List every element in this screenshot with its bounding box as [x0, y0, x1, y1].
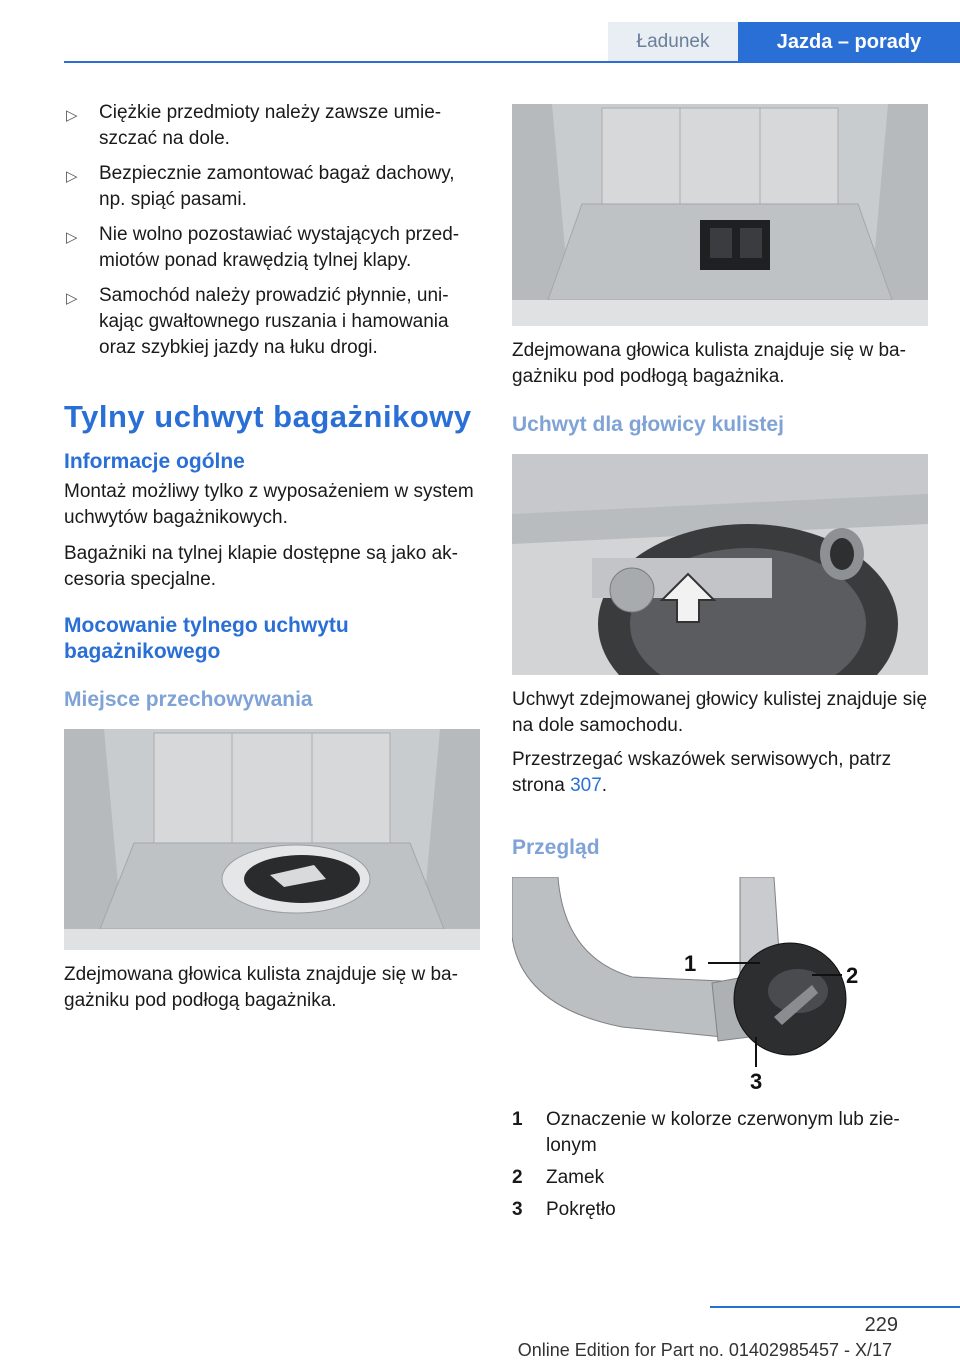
info-paragraph-1: Montaż możliwy tylko z wyposażeniem w system uchwytów bagażnikowych. [64, 481, 474, 528]
tab-jazda-porady[interactable]: Jazda – porady [738, 22, 960, 62]
triangle-bullet-icon: ▷ [66, 290, 78, 307]
footer-rule [710, 1306, 960, 1308]
header-rule [64, 61, 960, 63]
triangle-bullet-icon: ▷ [66, 168, 78, 185]
ball-head-overview-image [512, 877, 928, 1095]
legend-item: 2 Zamek [512, 1167, 605, 1188]
left-column [64, 100, 480, 1014]
page-number: 229 [864, 1314, 898, 1336]
trunk-holder-image [512, 104, 928, 326]
trunk-holder-illustration [512, 104, 928, 326]
legend-list [512, 1107, 928, 1223]
triangle-bullet-icon: ▷ [66, 229, 78, 246]
list-item: ▷ Bezpiecznie zamontować bagaż dachowy, np. spiąć pasami. [66, 163, 455, 210]
callout-2: 2 [846, 963, 859, 988]
storage-caption: Zdejmowana głowica kulista znajduje się w bagażniku pod podłogą bagażnika. [64, 964, 458, 1011]
underbody-holder-image [512, 454, 928, 675]
list-item: ▷ Ciężkie przedmioty należy zawsze umieszczać na dole. [66, 102, 442, 149]
trunk-spare-well-illustration [64, 729, 480, 950]
holder-paragraph-2: Przestrzegać wskazówek serwisowych, patrz strona 307. [512, 749, 892, 796]
mount-heading: Mocowanie tylnego uchwytu bagażnikowego [64, 614, 349, 663]
info-heading: Informacje ogólne [64, 450, 245, 473]
bullet-list [64, 100, 480, 361]
legend-item: 3 Pokrętło [512, 1199, 616, 1220]
tab-ladunek[interactable]: Ładunek [608, 22, 738, 62]
edition-note: Online Edition for Part no. 01402985457 - X/17 [517, 1340, 892, 1360]
triangle-bullet-icon: ▷ [66, 107, 78, 124]
storage-heading: Miejsce przechowywania [64, 688, 313, 711]
holder-paragraph-1: Uchwyt zdejmowanej głowicy kulistej znajduje się na dole samochodu. [512, 689, 928, 736]
list-item: ▷ Samochód należy prowadzić płynnie, unikając gwałtownego ruszania i hamowania oraz szybkiej jazdy na łuku drogi. [66, 285, 449, 358]
right-column [512, 100, 928, 1229]
ball-head-overview-illustration [512, 877, 928, 1095]
overview-heading: Przegląd [512, 836, 600, 859]
page-link-307[interactable]: 307 [570, 775, 602, 796]
underbody-holder-illustration [512, 454, 928, 675]
callout-1: 1 [684, 951, 697, 976]
holder-heading: Uchwyt dla głowicy kulistej [512, 413, 784, 436]
callout-3: 3 [750, 1069, 763, 1094]
trunk-caption: Zdejmowana głowica kulista znajduje się w bagażniku pod podłogą bagażnika. [512, 340, 906, 387]
info-paragraph-2: Bagażniki na tylnej klapie dostępne są jako akcesoria specjalne. [64, 543, 458, 590]
section-title: Tylny uchwyt bagażnikowy [64, 399, 472, 434]
list-item: ▷ Nie wolno pozostawiać wystających przedmiotów ponad krawędzią tylnej klapy. [66, 224, 460, 271]
legend-item: 1 Oznaczenie w kolorze czerwonym lub zielonym [512, 1109, 900, 1156]
trunk-spare-well-image [64, 729, 480, 950]
